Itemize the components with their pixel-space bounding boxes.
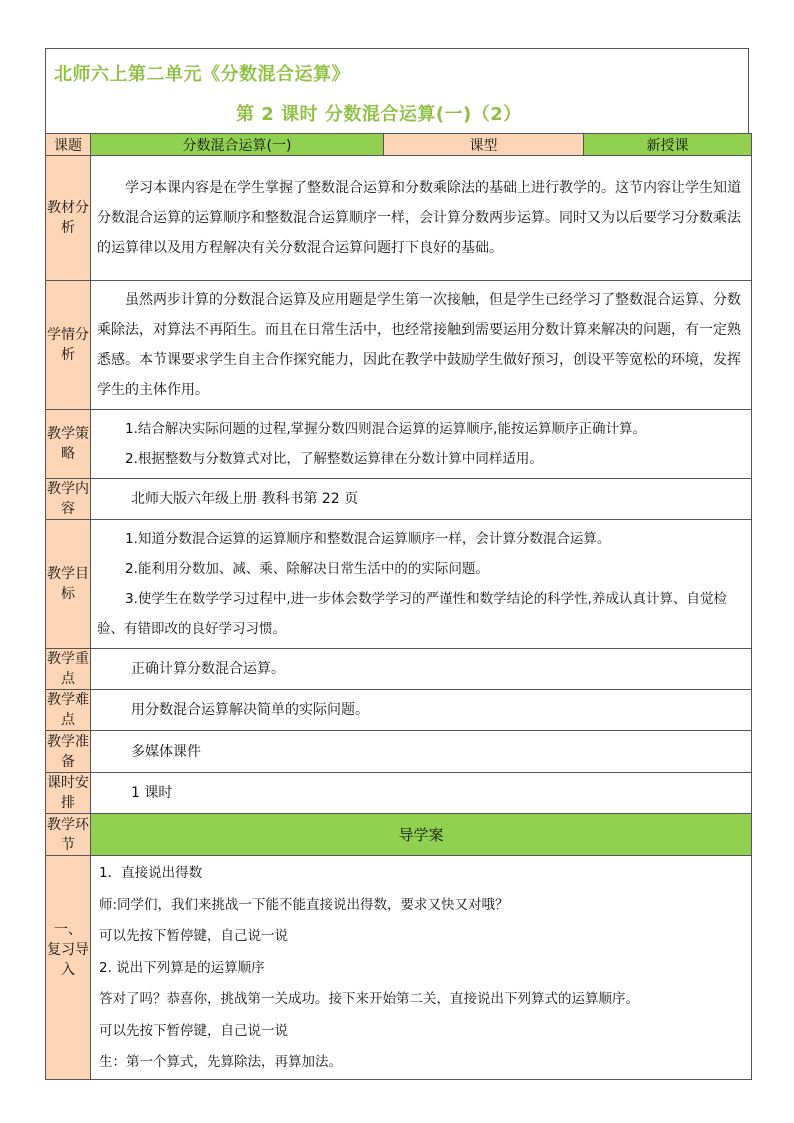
review-line: 1．直接说出得数 xyxy=(99,865,203,881)
review-line: 师:同学们，我们来挑战一下能不能直接说出得数，要求又快又对哦？ xyxy=(99,896,509,913)
course-value: 分数混合运算(一) xyxy=(91,134,384,156)
textbook-row xyxy=(46,156,752,281)
review-content xyxy=(91,856,752,1080)
students-row xyxy=(46,281,752,410)
preparation-label: 教学准备 xyxy=(46,731,91,773)
students-text: 虽然两步计算的分数混合运算及应用题是学生第一次接触，但是学生已经学习了整数混合运算、分数乘除法，对算法不再陌生。而且在日常生活中，也经常接触到需要运用分数计算来解决的问题，有一定熟悉感。本节课要求学生自主合作探究能力，因此在教学中鼓励学生做好预习，创设平等宽松的环境，发挥学生的主体作用。 xyxy=(91,281,752,410)
preparation-row xyxy=(46,731,752,773)
goals-row xyxy=(46,520,752,649)
course-label: 课题 xyxy=(46,134,91,156)
info-row xyxy=(46,134,752,156)
review-label-text: 复习导入 xyxy=(47,942,89,978)
process-header: 导学案 xyxy=(91,814,752,856)
process-row xyxy=(46,814,752,856)
key-point-row xyxy=(46,649,752,690)
unit-title: 北师六上第二单元《分数混合运算》 xyxy=(54,64,350,85)
preparation-text: 多媒体课件 xyxy=(91,731,752,773)
review-row xyxy=(46,856,752,1080)
goal-item: 3.使学生在数学学习过程中,进一步体会数学学习的严谨性和数学结论的科学性,养成认真计算、自觉检验、有错即改的良好学习习惯。 xyxy=(97,591,727,637)
students-label: 学情分析 xyxy=(46,281,91,410)
difficulty-row xyxy=(46,690,752,731)
strategy-item: 1.结合解决实际问题的过程,掌握分数四则混合运算的运算顺序,能按运算顺序正确计算。 xyxy=(125,421,646,437)
textbook-label: 教材分析 xyxy=(46,156,91,281)
review-label xyxy=(46,856,91,1080)
process-label: 教学环节 xyxy=(46,814,91,856)
strategy-row xyxy=(46,410,752,479)
review-label-number: 一、 xyxy=(54,922,82,938)
type-value: 新授课 xyxy=(584,134,752,156)
key-point-text: 正确计算分数混合运算。 xyxy=(91,649,752,690)
content-label: 教学内容 xyxy=(46,479,91,520)
schedule-label: 课时安排 xyxy=(46,773,91,814)
lesson-plan-page xyxy=(45,48,749,1080)
review-line: 可以先按下暂停键，自己说一说 xyxy=(99,928,288,944)
difficulty-label: 教学难点 xyxy=(46,690,91,731)
type-label: 课型 xyxy=(384,134,584,156)
review-line: 2. 说出下列算是的运算顺序 xyxy=(99,959,265,976)
document-header xyxy=(45,48,749,133)
goals-text xyxy=(91,520,752,649)
goals-label: 教学目标 xyxy=(46,520,91,649)
lesson-plan-table xyxy=(45,133,752,1080)
textbook-text: 学习本课内容是在学生掌握了整数混合运算和分数乘除法的基础上进行教学的。这节内容让学生知道分数混合运算的运算顺序和整数混合运算顺序一样，会计算分数两步运算。同时又为以后要学习分数乘法的运算律以及用方程解决有关分数混合运算问题打下良好的基础。 xyxy=(91,156,752,281)
schedule-text: 1 课时 xyxy=(91,773,752,814)
review-line: 生：第一个算式，先算除法，再算加法。 xyxy=(99,1054,342,1070)
difficulty-text: 用分数混合运算解决简单的实际问题。 xyxy=(91,690,752,731)
key-point-label: 教学重点 xyxy=(46,649,91,690)
strategy-item: 2.根据整数与分数算式对比，了解整数运算律在分数计算中同样适用。 xyxy=(125,451,543,467)
review-line: 可以先按下暂停键，自己说一说 xyxy=(99,1022,288,1039)
strategy-text xyxy=(91,410,752,479)
goal-item: 1.知道分数混合运算的运算顺序和整数混合运算顺序一样，会计算分数混合运算。 xyxy=(125,531,611,547)
goal-item: 2.能利用分数加、减、乘、除解决日常生活中的的实际问题。 xyxy=(125,561,489,577)
strategy-label: 教学策略 xyxy=(46,410,91,479)
lesson-title: 第 2 课时 分数混合运算(一)（2） xyxy=(236,104,522,125)
content-text: 北师大版六年级上册 教科书第 22 页 xyxy=(91,479,752,520)
review-line: 答对了吗？恭喜你，挑战第一关成功。接下来开始第二关，直接说出下列算式的运算顺序。 xyxy=(99,991,639,1007)
schedule-row xyxy=(46,773,752,814)
content-row xyxy=(46,479,752,520)
